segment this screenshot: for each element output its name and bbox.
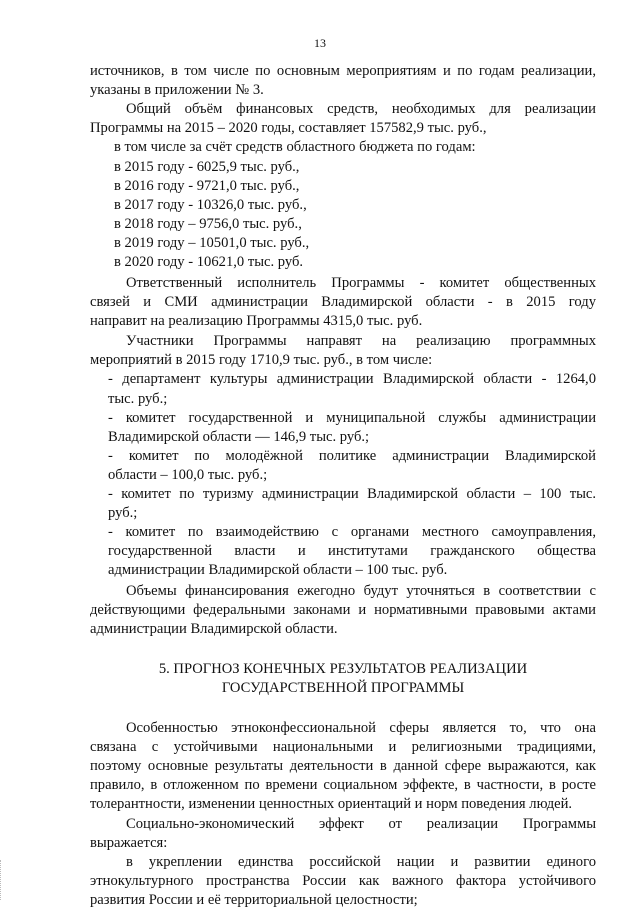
text-line: в 2019 году – 10501,0 тыс. руб.,: [114, 234, 310, 251]
text-line: Объемы финансирования ежегодно будут уточняться в соответствии с: [126, 582, 596, 599]
text-line: правило, в отложенном по времени социальном эффекте, в частности, в росте: [90, 777, 596, 794]
text-line: Общий объём финансовых средств, необходимых для реализации: [126, 101, 596, 118]
text-line: - комитет по взаимодействию с органами местного самоуправления,: [108, 524, 596, 541]
text-line: связей и СМИ администрации Владимирской области - в 2015 году: [90, 294, 596, 311]
text-line: в том числе за счёт средств областного бюджета по годам:: [114, 139, 476, 156]
text-line: - департамент культуры администрации Владимирской области - 1264,0: [108, 371, 596, 388]
text-line: области – 100,0 тыс. руб.;: [108, 466, 268, 483]
text-line: действующими федеральными законами и нормативными правовыми актами: [90, 601, 596, 618]
section-heading: 5. ПРОГНОЗ КОНЕЧНЫХ РЕЗУЛЬТАТОВ РЕАЛИЗАЦИИ: [158, 660, 528, 677]
text-line: в 2018 году – 9756,0 тыс. руб.,: [114, 215, 302, 232]
text-line: развития России и её территориальной целостности;: [90, 891, 418, 908]
text-line: мероприятий в 2015 году 1710,9 тыс. руб., в том числе:: [90, 352, 433, 369]
text-line: в укреплении единства российской нации и развитии единого: [126, 853, 596, 870]
text-line: администрации Владимирской области – 100 тыс. руб.: [108, 562, 448, 579]
text-line: в 2016 году - 9721,0 тыс. руб.,: [114, 177, 300, 194]
text-line: поэтому основные результаты деятельности в данной сфере выражаются, как: [90, 758, 596, 775]
text-line: Особенностью этноконфессиональной сферы является то, что она: [126, 720, 596, 737]
text-line: руб.;: [108, 505, 138, 522]
text-line: этнокультурного пространства России как важного фактора устойчивого: [90, 872, 596, 889]
section-heading: ГОСУДАРСТВЕННОЙ ПРОГРАММЫ: [221, 679, 465, 696]
text-line: источников, в том числе по основным мероприятиям и по годам реализации,: [90, 63, 596, 79]
text-line: указаны в приложении № 3.: [90, 82, 264, 99]
text-line: государственной власти и институтами гражданского общества: [108, 543, 596, 560]
text-line: Программы на 2015 – 2020 годы, составляет 157582,9 тыс. руб.,: [90, 120, 487, 137]
text-line: в 2020 году - 10621,0 тыс. руб.: [114, 254, 304, 270]
text-line: Владимирской области — 146,9 тыс. руб.;: [108, 428, 370, 445]
text-line: Ответственный исполнитель Программы - комитет общественных: [126, 275, 596, 291]
text-line: в 2015 году - 6025,9 тыс. руб.,: [114, 158, 300, 175]
text-line: - комитет по молодёжной политике администрации Владимирской: [108, 447, 596, 464]
text-line: в 2017 году - 10326,0 тыс. руб.,: [114, 196, 307, 213]
text-line: связана с устойчивыми национальными и религиозными традициями,: [90, 739, 596, 756]
text-line: толерантности, изменении ценностных ориентаций и норм поведения людей.: [90, 796, 573, 813]
text-line: Участники Программы направят на реализацию программных: [126, 333, 596, 350]
text-line: - комитет государственной и муниципальной службы администрации: [108, 409, 596, 426]
scan-edge-mark: [0, 860, 3, 900]
text-line: администрации Владимирской области.: [90, 620, 338, 637]
text-line: тыс. руб.;: [108, 390, 168, 407]
text-line: выражается:: [90, 834, 168, 851]
text-line: направит на реализацию Программы 4315,0 тыс. руб.: [90, 313, 423, 330]
text-line: Социально-экономический эффект от реализации Программы: [126, 815, 596, 832]
text-line: - комитет по туризму администрации Владимирской области – 100 тыс.: [108, 486, 596, 503]
page-number: 13: [314, 36, 326, 50]
